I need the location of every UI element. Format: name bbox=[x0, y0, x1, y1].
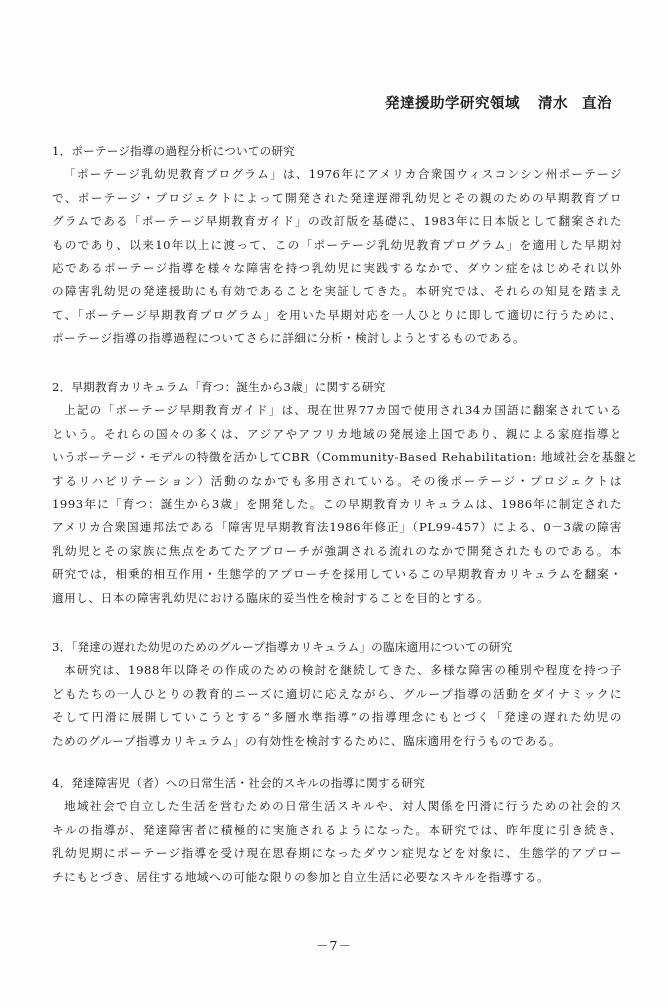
paragraph-line: 地域社会で自立した生活を営むための日常生活スキルや、対人関係を円滑に行うための社会的ス bbox=[64, 799, 622, 814]
paragraph-line: そして円滑に展開していこうとする“多層水準指導”の指導理念にもとづく「発達の遅れた幼児の bbox=[52, 710, 622, 725]
paragraph-line: 研究では，相乗的相互作用・生態学的アプローチを採用しているこの早期教育カリキュラムを翻案・ bbox=[52, 567, 622, 582]
section-4 bbox=[52, 772, 622, 889]
paragraph-line: するリハビリテーション）活動のなかでも多用されている。その後ポーテージ・プロジェクトは bbox=[52, 473, 622, 488]
section-title: 1．ポーテージ指導の過程分析についての研究 bbox=[52, 144, 295, 158]
paragraph-line: 適用し、日本の障害乳幼児における臨床的妥当性を検討することを目的とする。 bbox=[52, 590, 490, 605]
page-header bbox=[385, 92, 612, 113]
author-family-name: 清水 bbox=[538, 96, 568, 112]
section-2 bbox=[52, 376, 639, 610]
paragraph-line: 乳幼児期にポーテージ指導を受け現在思春期になったダウン症児などを対象に、生態学的アプロー bbox=[52, 846, 622, 861]
section-title: 4．発達障害児（者）への日常生活・社会的スキルの指導に関する研究 bbox=[52, 776, 426, 790]
paragraph-line: ものであり、以来10年以上に渡って、この「ポーテージ乳幼児教育プログラム」を適用した早期対 bbox=[52, 237, 622, 252]
paragraph-line: 本研究は、1988年以降その作成のための検討を継続してきた、多様な障害の種別や程度を持つ子 bbox=[64, 663, 622, 678]
paragraph-line: グラムである「ポーテージ早期教育ガイド」の改訂版を基礎に、1983年に日本版として翻案された bbox=[52, 214, 622, 229]
section-title: 2．早期教育カリキュラム「育つ：誕生から3歳」に関する研究 bbox=[52, 380, 386, 394]
section-1 bbox=[52, 140, 622, 351]
paragraph-line: 乳幼児とその家族に焦点をあてたアプローチが強調される流れのなかで開発されたものである。本 bbox=[52, 543, 622, 558]
paragraph-line: 1993年に「育つ：誕生から3歳」を開発した。この早期教育カリキュラムは、1986年に制定された bbox=[52, 496, 622, 511]
paragraph-line: チにもとづき、居住する地域への可能な限りの参加と自立生活に必要なスキルを指導する。 bbox=[52, 869, 550, 884]
author-given-name: 直治 bbox=[582, 96, 612, 112]
paragraph-line: ためのグループ指導カリキュラム」の有効性を検討するために、臨床適用を行うものである。 bbox=[52, 733, 561, 748]
page-number: －7－ bbox=[316, 938, 352, 953]
section-title: 3．「発達の遅れた幼児のためのグループ指導カリキュラム」の臨床適用についての研究 bbox=[52, 640, 513, 654]
paragraph-line: いうポーテージ・モデルの特徴を活かしてCBR（Community-Based Rehabilitation: 地域社会を基盤と bbox=[52, 450, 639, 465]
department-name: 発達援助学研究領域 bbox=[385, 96, 520, 112]
paragraph-line: ポーテージ指導の指導過程についてさらに詳細に分析・検討しようとするものである。 bbox=[52, 331, 526, 346]
paragraph-line: て、「ポーテージ早期教育プログラム」を用いた早期対応を一人ひとりに即して適切に行うために、 bbox=[52, 307, 622, 322]
paragraph-line: アメリカ合衆国連邦法である「障害児早期教育法1986年修正」（PL99-457）による、0－3歳の障害 bbox=[52, 520, 622, 535]
paragraph-line: どもたちの一人ひとりの教育的ニーズに適切に応えながら、グループ指導の活動をダイナミックに bbox=[52, 686, 622, 701]
paragraph-line: で、ポーテージ・プロジェクトによって開発された発達遅滞乳幼児とその親のための早期教育プロ bbox=[52, 190, 622, 205]
paragraph-line: 上記の「ポーテージ早期教育ガイド」は、現在世界77カ国で使用され34カ国語に翻案されている bbox=[64, 403, 622, 418]
paragraph-line: 応であるポーテージ指導を様々な障害を持つ乳幼児に実践するなかで、ダウン症をはじめそれ以外 bbox=[52, 260, 622, 275]
paragraph-line: 「ポーテージ乳幼児教育プログラム」は、1976年にアメリカ合衆国ウィスコンシン州ポーテージ bbox=[64, 167, 622, 182]
paragraph-line: キルの指導が、発達障害者に積極的に実施されるようになった。本研究では、昨年度に引き続き、 bbox=[52, 822, 622, 837]
paragraph-line: という。それらの国々の多くは、アジアやアフリカ地域の発展途上国であり、親による家庭指導と bbox=[52, 426, 622, 441]
section-3 bbox=[52, 636, 622, 753]
paragraph-line: の障害乳幼児の発達援助にも有効であることを実証してきた。本研究では、それらの知見を踏まえ bbox=[52, 284, 622, 299]
